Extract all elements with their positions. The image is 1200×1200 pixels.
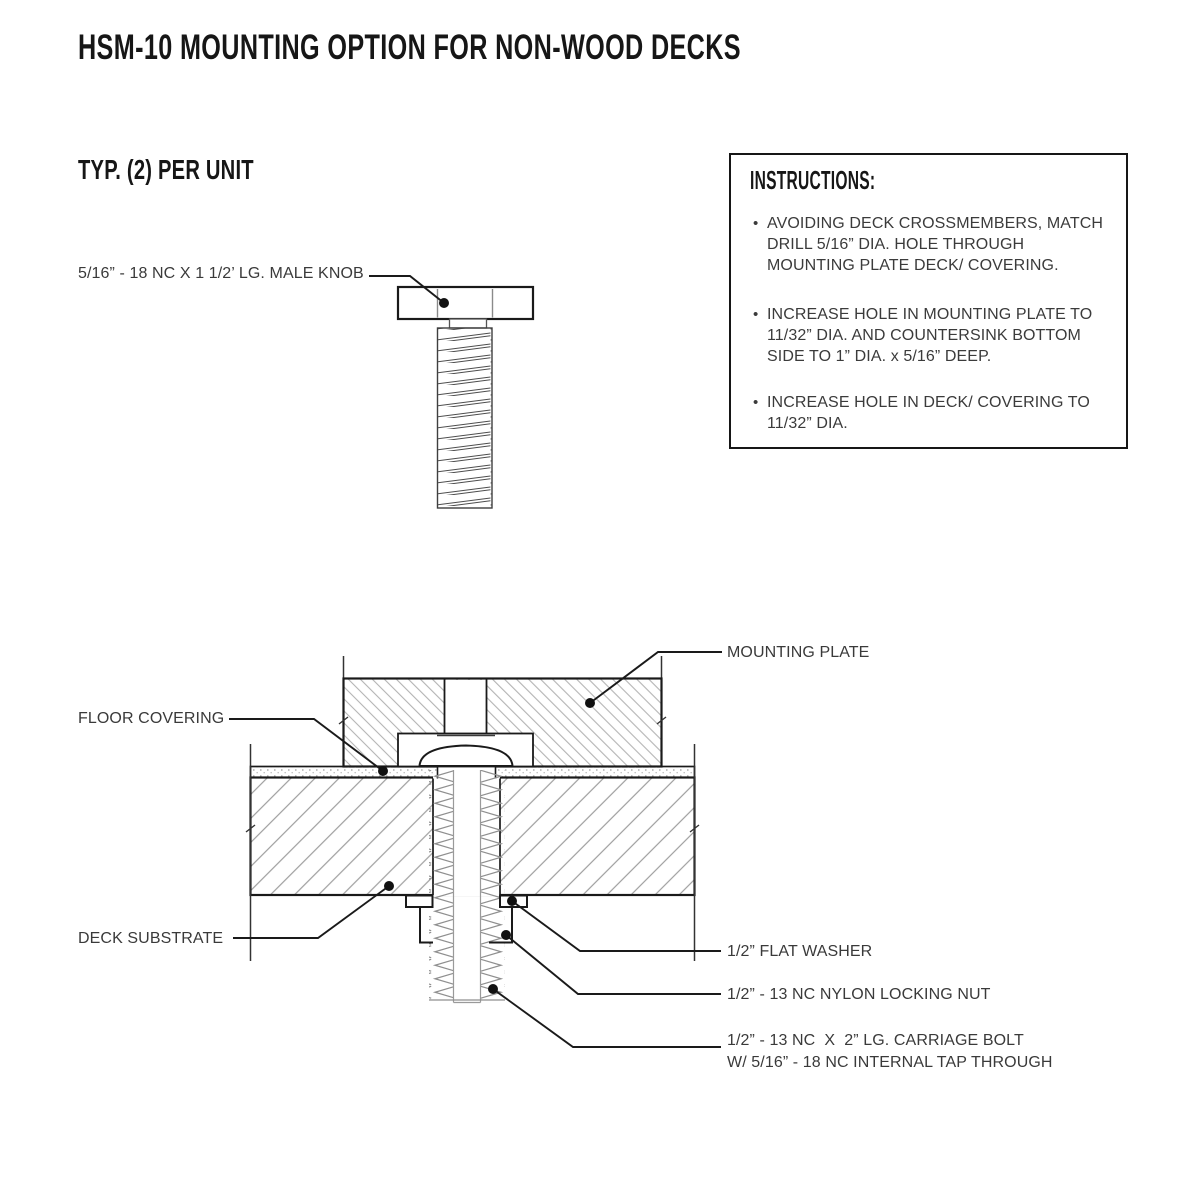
knob-head: [398, 287, 533, 319]
leader-dot: [585, 698, 595, 708]
page-title: HSM-10 MOUNTING OPTION FOR NON-WOOD DECKS: [78, 28, 741, 67]
typ-per-unit-label: TYP. (2) PER UNIT: [78, 154, 254, 185]
knob-neck: [450, 319, 487, 328]
male-knob-label: 5/16” - 18 NC X 1 1/2’ LG. MALE KNOB: [78, 265, 364, 282]
deck-substrate-label: DECK SUBSTRATE: [78, 930, 224, 947]
locking-nut-label: 1/2” - 13 NC NYLON LOCKING NUT: [727, 986, 991, 1003]
floor-covering-label: FLOOR COVERING: [78, 710, 225, 727]
leader-dot: [384, 881, 394, 891]
carriage-bolt-label-line1: 1/2” - 13 NC X 2” LG. CARRIAGE BOLT: [727, 1032, 1024, 1049]
leader-dot: [488, 984, 498, 994]
male-knob-drawing: [369, 276, 533, 508]
leader-dot: [439, 298, 449, 308]
leader-flat-washer: [507, 896, 721, 951]
instruction-item: • AVOIDING DECK CROSSMEMBERS, MATCH DRILL 5/16” DIA. HOLE THROUGH MOUNTING PLATE DECK/ COVERING.: [753, 215, 1104, 274]
leader-locking-nut: [501, 930, 721, 994]
knob-threaded-shaft: [438, 328, 493, 508]
instructions-heading: INSTRUCTIONS:: [750, 165, 876, 195]
instructions-box: [729, 153, 1128, 449]
bullet-icon: •: [753, 215, 759, 232]
instruction-item: • INCREASE HOLE IN DECK/ COVERING TO 11/32” DIA.: [753, 394, 1090, 432]
bullet-icon: •: [753, 394, 759, 411]
bullet-icon: •: [753, 306, 759, 323]
instruction-item: • INCREASE HOLE IN MOUNTING PLATE TO 11/32” DIA. AND COUNTERSINK BOTTOM SIDE TO 1” DIA. x 5/16” DEEP.: [753, 306, 1093, 365]
cross-section-drawing: [229, 652, 722, 1047]
carriage-bolt-label-line2: W/ 5/16” - 18 NC INTERNAL TAP THROUGH: [727, 1054, 1053, 1071]
mounting-plate-label: MOUNTING PLATE: [727, 644, 870, 661]
leader-dot: [507, 896, 517, 906]
leader-dot: [378, 766, 388, 776]
leader-dot: [501, 930, 511, 940]
flat-washer-label: 1/2” FLAT WASHER: [727, 943, 873, 960]
